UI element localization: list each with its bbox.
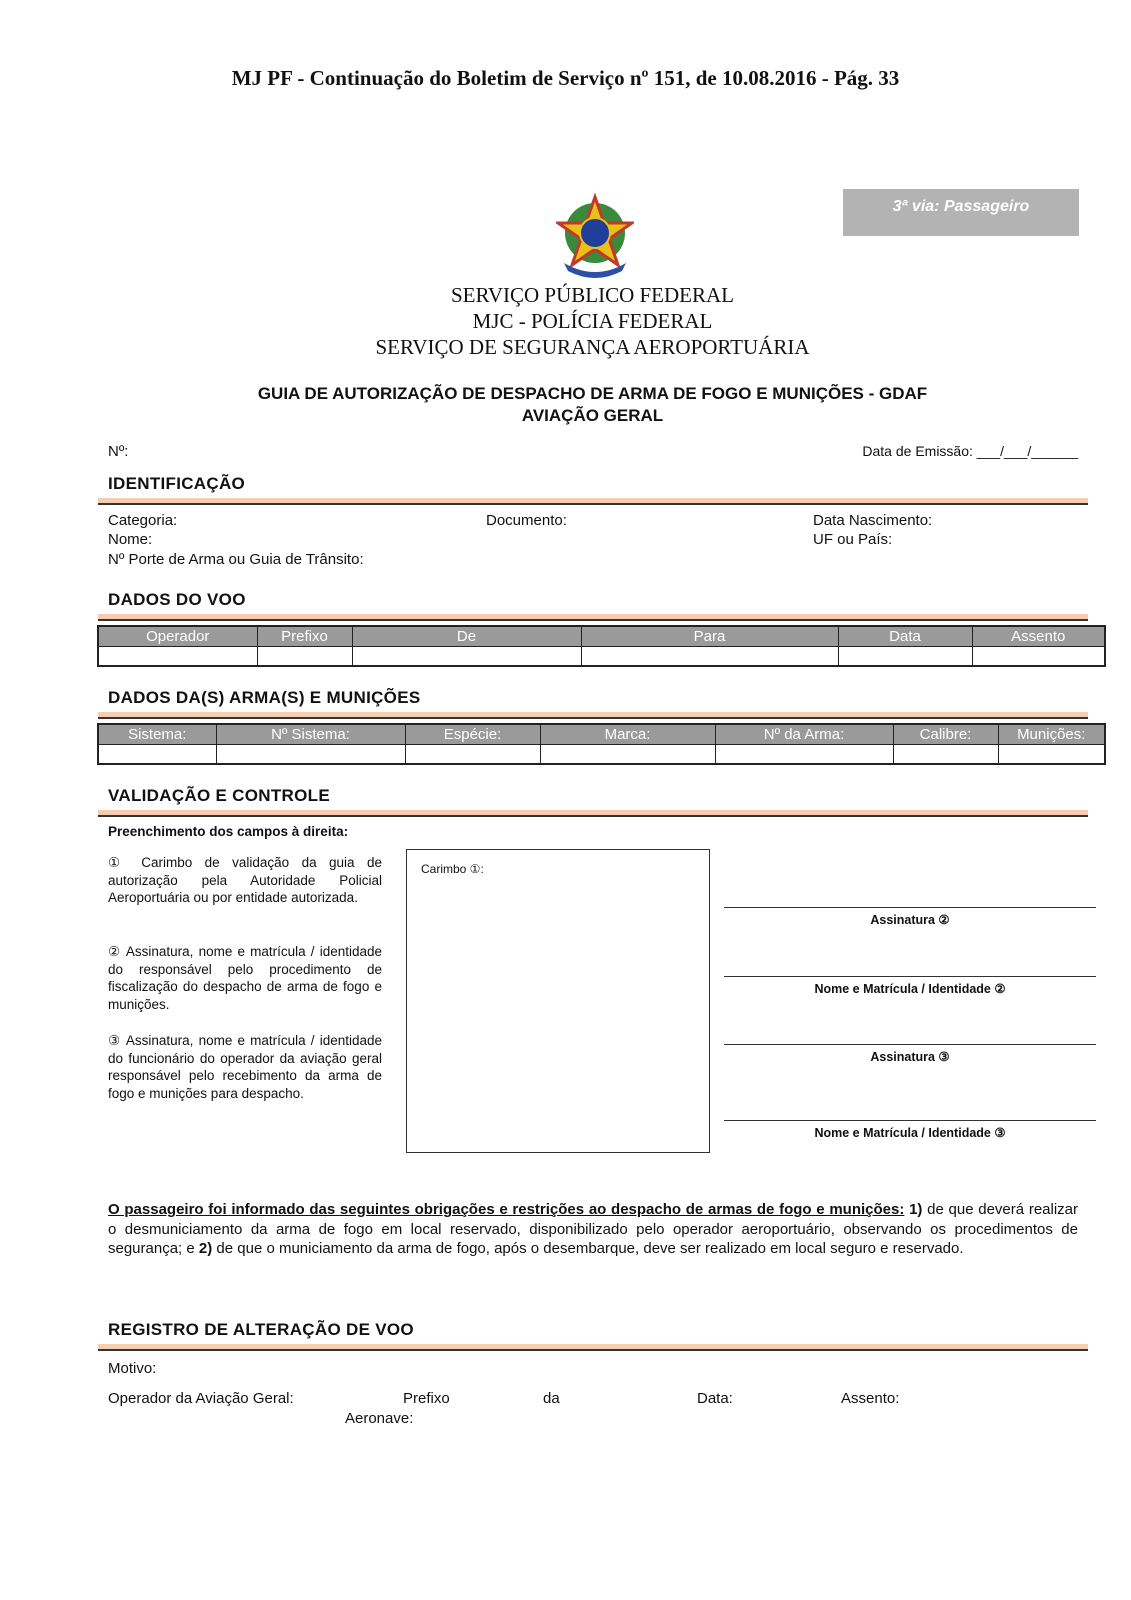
number-label: Nº: — [108, 443, 129, 460]
weapons-table — [97, 723, 1106, 765]
item-number: 1) — [909, 1201, 923, 1218]
col-header: Prefixo — [257, 626, 352, 646]
obligations-lead: O passageiro foi informado das seguintes obrigações e restrições ao despacho de armas de fogo e munições: — [108, 1201, 905, 1218]
title-line: GUIA DE AUTORIZAÇÃO DE DESPACHO DE ARMA DE FOGO E MUNIÇÕES - GDAF — [257, 384, 928, 403]
item-number: 2) — [198, 1240, 213, 1257]
col-header: Para — [581, 626, 838, 646]
issue-date: Data de Emissão: ___/___/______ — [862, 443, 1078, 459]
section-registro: REGISTRO DE ALTERAÇÃO DE VOO — [98, 1320, 1088, 1340]
section-validacao: VALIDAÇÃO E CONTROLE — [98, 786, 1088, 806]
signature-line: Nome e Matrícula / Identidade ③ — [724, 1120, 1096, 1140]
signature-line: Assinatura ② — [724, 907, 1096, 927]
coat-of-arms-icon — [556, 193, 634, 279]
date-label: Data: — [697, 1390, 733, 1407]
permit-label: Nº Porte de Arma ou Guia de Trânsito: — [108, 551, 364, 568]
flight-table — [97, 625, 1106, 667]
obligations-paragraph — [108, 1200, 1078, 1259]
col-header: Munições: — [998, 724, 1105, 744]
document-label: Documento: — [486, 512, 567, 529]
stamp-box — [406, 849, 710, 1153]
page-header: MJ PF - Continuação do Boletim de Serviço nº 151, de 10.08.2016 - Pág. 33 — [231, 66, 900, 90]
instruction-3: ③ Assinatura, nome e matrícula / identidade do funcionário do operador da aviação geral responsável pelo recebimento da arma de fogo e munições para despacho. — [108, 1033, 382, 1101]
org-line: SERVIÇO PÚBLICO FEDERAL — [450, 283, 734, 307]
col-header: Sistema: — [98, 724, 216, 744]
col-header: Nº Sistema: — [216, 724, 405, 744]
prefix-label: Prefixo — [403, 1390, 450, 1407]
state-label: UF ou País: — [813, 531, 893, 548]
aircraft-label: Aeronave: — [345, 1410, 414, 1427]
col-header: Nº da Arma: — [715, 724, 893, 744]
instructions-heading: Preenchimento dos campos à direita: — [108, 824, 349, 839]
col-header: Operador — [98, 626, 257, 646]
signature-line: Nome e Matrícula / Identidade ② — [724, 976, 1096, 996]
col-header: Marca: — [540, 724, 715, 744]
section-dados-voo: DADOS DO VOO — [98, 590, 1088, 610]
obligation-2: de que o municiamento da arma de fogo, após o desembarque, deve ser realizado em local seguro e reservado. — [212, 1240, 964, 1257]
operator-label: Operador da Aviação Geral: — [108, 1390, 294, 1407]
org-line: SERVIÇO DE SEGURANÇA AEROPORTUÁRIA — [375, 335, 810, 359]
table-row — [98, 744, 1105, 764]
col-header: De — [352, 626, 581, 646]
table-row — [98, 646, 1105, 666]
col-header: Calibre: — [893, 724, 998, 744]
col-header: Data — [838, 626, 972, 646]
prefix-label-da: da — [543, 1390, 560, 1407]
org-line: MJC - POLÍCIA FEDERAL — [472, 309, 713, 333]
instruction-2: ② Assinatura, nome e matrícula / identidade do responsável pelo procedimento de fiscalização do despacho de arma de fogo e munições. — [108, 944, 382, 1012]
form-title — [0, 383, 1131, 427]
category-label: Categoria: — [108, 512, 178, 529]
birthdate-label: Data Nascimento: — [813, 512, 933, 529]
copy-label: 3ª via: Passageiro — [843, 189, 1079, 236]
section-dados-armas: DADOS DA(S) ARMA(S) E MUNIÇÕES — [98, 688, 1088, 708]
reason-label: Motivo: — [108, 1360, 157, 1377]
instruction-1: ① Carimbo de validação da guia de autorização pela Autoridade Policial Aeroportuária ou por entidade autorizada. — [108, 855, 382, 905]
col-header: Espécie: — [405, 724, 540, 744]
signature-line: Assinatura ③ — [724, 1044, 1096, 1064]
section-identificacao: IDENTIFICAÇÃO — [98, 474, 1088, 494]
organization-block — [0, 282, 1131, 360]
name-label: Nome: — [108, 531, 153, 548]
stamp-label: Carimbo ①: — [421, 862, 484, 876]
col-header: Assento — [972, 626, 1105, 646]
seat-label: Assento: — [841, 1390, 900, 1407]
title-line: AVIAÇÃO GERAL — [521, 406, 664, 425]
obligation-1: de que deverá realizar o desmuniciamento da arma de fogo em local reservado, disponibilizado pelo operador aeroportuário, observando os procedimentos de segurança; e — [108, 1201, 1079, 1257]
